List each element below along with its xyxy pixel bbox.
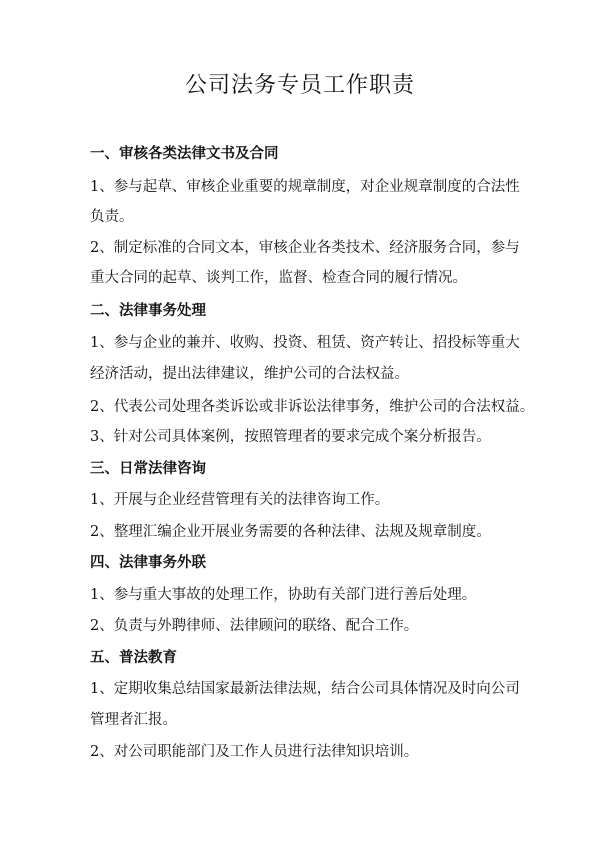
page-title: 公司法务专员工作职责: [184, 73, 415, 98]
section-1-line-3: 2、制定标准的合同文本，审核企业各类技术、经济服务合同，参与: [90, 240, 520, 256]
section-5-line-2: 管理者汇报。: [90, 712, 177, 728]
section-1-line-2: 负责。: [90, 209, 134, 225]
section-heading-3: 三、日常法律咨询: [90, 460, 206, 477]
section-4-line-2: 2、负责与外聘律师、法律顾问的联络、配合工作。: [90, 618, 419, 634]
section-2-line-4: 3、针对公司具体案例，按照管理者的要求完成个案分析报告。: [90, 429, 491, 445]
section-5-line-3: 2、对公司职能部门及工作人员进行法律知识培训。: [90, 744, 419, 760]
section-1-line-4: 重大合同的起草、谈判工作，监督、检查合同的履行情况。: [90, 270, 467, 286]
section-heading-4: 四、法律事务外联: [90, 554, 206, 571]
section-4-line-1: 1、参与重大事故的处理工作，协助有关部门进行善后处理。: [90, 587, 477, 603]
section-heading-2: 二、法律事务处理: [90, 302, 206, 319]
section-2-line-3: 2、代表公司处理各类诉讼或非诉讼法律事务，维护公司的合法权益。: [90, 399, 535, 415]
section-heading-1: 一、审核各类法律文书及合同: [90, 145, 279, 162]
section-heading-5: 五、普法教育: [90, 649, 177, 666]
section-2-line-1: 1、参与企业的兼并、收购、投资、租赁、资产转让、招投标等重大: [90, 335, 520, 351]
section-3-line-2: 2、整理汇编企业开展业务需要的各种法律、法规及规章制度。: [90, 524, 491, 540]
section-3-line-1: 1、开展与企业经营管理有关的法律咨询工作。: [90, 492, 390, 508]
section-2-line-2: 经济活动，提出法律建议，维护公司的合法权益。: [90, 366, 409, 382]
section-5-line-1: 1、定期收集总结国家最新法律法规，结合公司具体情况及时向公司: [90, 681, 520, 697]
section-1-line-1: 1、参与起草、审核企业重要的规章制度，对企业规章制度的合法性: [90, 179, 520, 195]
